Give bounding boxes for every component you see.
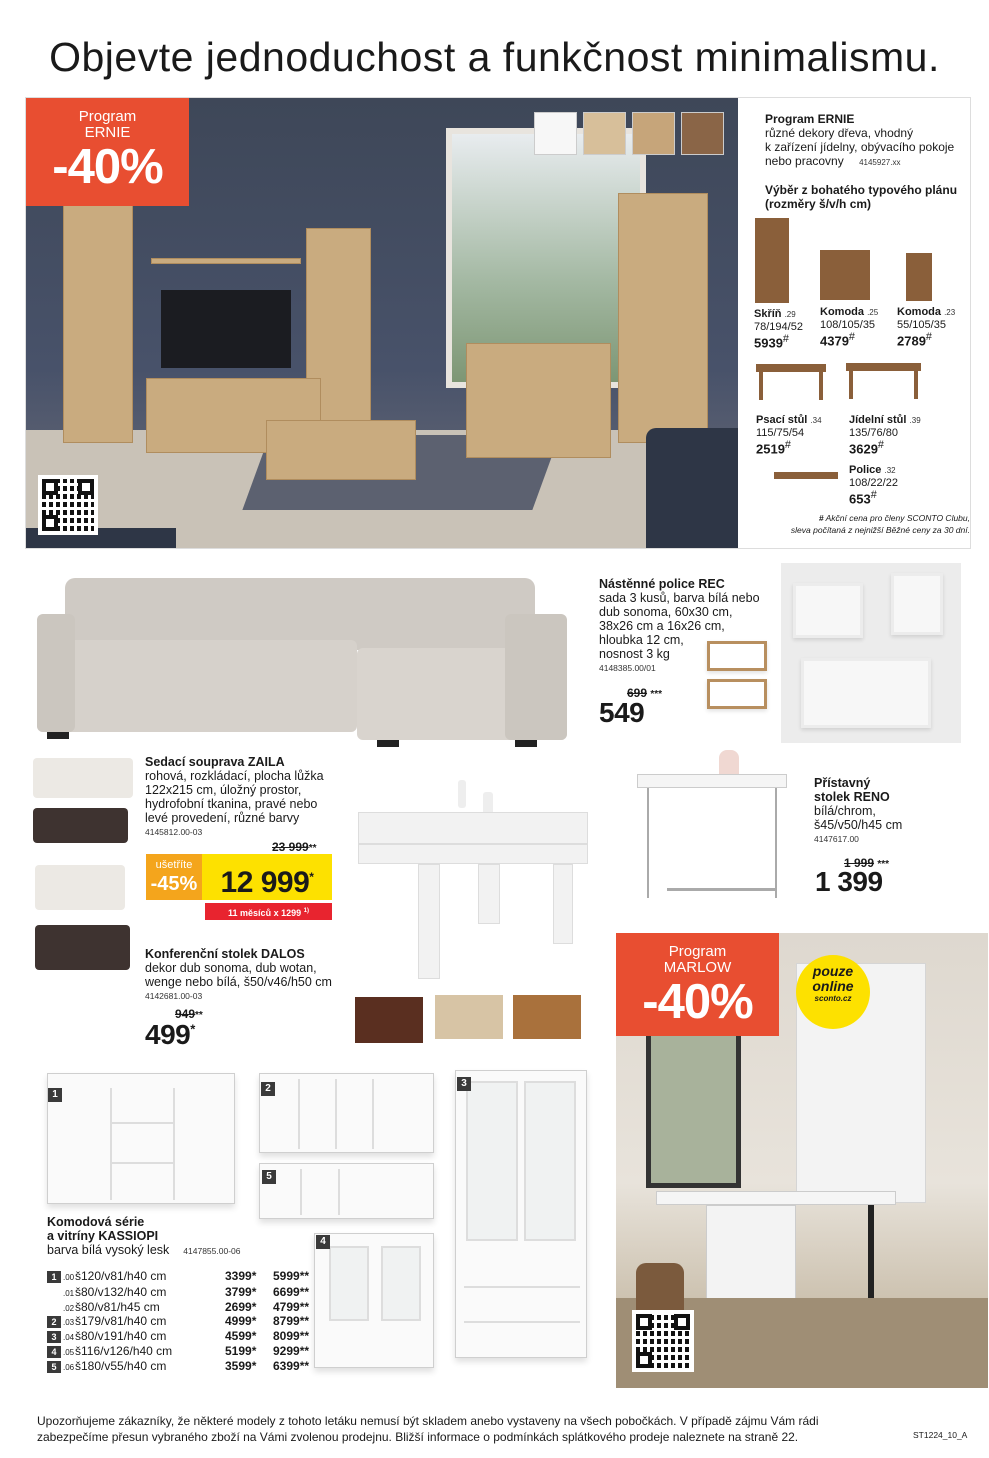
kassiopi-row-dims: š116/v126/h40 cm (75, 1344, 173, 1358)
zaila-variant-bed (35, 865, 125, 910)
page-code: ST1224_10_A (913, 1430, 968, 1440)
desk-leg (759, 372, 763, 400)
rec-shelves-photo (781, 563, 961, 743)
zaila-info: Sedací souprava ZAILA rohová, rozkládací, plocha lůžka 122x215 cm, úložný prostor, hydrofobní tkanina, pravé nebo levé provedení, různé barvy 4145812.00-03 (145, 755, 324, 837)
kassiopi-row-code: .05 (63, 1348, 75, 1357)
kassiopi-row-code: .02 (63, 1304, 75, 1313)
kassiopi-row-price: 3399* (225, 1269, 257, 1283)
kassiopi-row-number: 2 (47, 1316, 61, 1328)
ernie-title: Program ERNIE (765, 112, 855, 126)
ernie-item-dining-table: Jídelní stůl .39 135/76/80 3629# (849, 414, 921, 457)
swatch-oak[interactable] (632, 112, 675, 155)
dalos-table-image (358, 780, 588, 980)
ernie-item-desk: Psací stůl .34 115/75/54 2519# (756, 414, 822, 457)
ernie-item-shelf: Police .32 108/22/22 653# (849, 464, 898, 507)
kassiopi-row-regular-price: 8099** (273, 1329, 310, 1343)
kassiopi-row-code: .01 (63, 1289, 75, 1298)
kassiopi-item-5-image (259, 1163, 434, 1219)
reno-table-image (637, 750, 787, 910)
kassiopi-row-number (47, 1299, 61, 1311)
kassiopi-row-dims: š180/v55/h40 cm (75, 1359, 167, 1373)
dining-table-thumbnail (846, 363, 921, 371)
zaila-variant-brown (33, 808, 128, 843)
kassiopi-row-code: .03 (63, 1318, 75, 1327)
desk-leg (819, 372, 823, 400)
kassiopi-row-price: 5199* (225, 1344, 257, 1358)
rec-shelf-thumbnail (707, 679, 767, 709)
kassiopi-number-5: 5 (262, 1170, 276, 1184)
kassiopi-info: Komodová série a vitríny KASSIOPI barva bílá vysoký lesk 4147855.00-06 (47, 1215, 241, 1257)
dalos-old-price: 949** (175, 1007, 203, 1021)
kassiopi-row-regular-price: 6699** (273, 1285, 310, 1299)
swatch-white[interactable] (534, 112, 577, 155)
ernie-badge-discount: -40% (52, 140, 163, 194)
zaila-variant-storage (35, 925, 130, 970)
kassiopi-row-dims: š80/v81/h45 cm (75, 1300, 160, 1314)
kassiopi-number-1: 1 (48, 1088, 62, 1102)
kassiopi-row-code: .04 (63, 1333, 75, 1342)
kassiopi-row-price: 2699* (225, 1300, 257, 1314)
shelf-thumbnail (774, 472, 838, 479)
rec-title: Nástěnné police REC (599, 577, 725, 591)
marlow-discount-badge (616, 933, 779, 1036)
kassiopi-title: Komodová série (47, 1215, 145, 1229)
kassiopi-row-number: 3 (47, 1331, 61, 1343)
kassiopi-row-price: 4999* (225, 1314, 257, 1328)
ernie-section (25, 97, 971, 549)
dresser-small-thumbnail (906, 253, 932, 301)
ernie-plan-title: Výběr z bohatého typového plánu (765, 183, 958, 197)
kassiopi-row-regular-price: 8799** (273, 1314, 310, 1328)
qr-code-icon[interactable] (38, 475, 98, 535)
kassiopi-row-number: 4 (47, 1346, 61, 1358)
table-leg (849, 371, 853, 399)
reno-title: Přístavný (814, 776, 871, 790)
ernie-code: 4145927.xx (859, 158, 901, 167)
qr-code-icon[interactable] (632, 1310, 694, 1372)
zaila-installment: 11 měsíců x 1299 $^{1)}$ (205, 903, 332, 920)
kassiopi-row-price: 3799* (225, 1285, 257, 1299)
ernie-item-dresser-large: Komoda .25 108/105/35 4379# (820, 306, 879, 349)
disclaimer: Upozorňujeme zákazníky, že některé modely z tohoto letáku nemusí být skladem anebo vystaveny na všech pobočkách. V případě zájmu Vám rádi zabezpečíme přesun vybraného zboží na Vámi zvolenou prodejnu. Bližší informace o podmínkách splátkového prodeje naleznete na straně 22. (37, 1414, 819, 1444)
ernie-desc: nebo pracovny (765, 154, 844, 168)
kassiopi-row-number (47, 1284, 61, 1296)
ernie-club-note: # Akční cena pro členy SCONTO Clubu, sleva počítaná z nejnižší Běžné ceny za 30 dní. (790, 513, 970, 535)
kassiopi-number-2: 2 (261, 1082, 275, 1096)
zaila-savings-badge: ušetříte -45% (146, 854, 202, 900)
kassiopi-row-regular-price: 5999** (273, 1269, 310, 1283)
kassiopi-item-3-image (455, 1070, 587, 1358)
kassiopi-row-dims: š120/v81/h40 cm (75, 1269, 167, 1283)
kassiopi-row-code: .06 (63, 1363, 75, 1372)
ernie-badge-line2: ERNIE (84, 124, 131, 141)
swatch-dark-oak[interactable] (681, 112, 724, 155)
wardrobe-thumbnail (755, 218, 789, 303)
kassiopi-row-number: 1 (47, 1271, 61, 1283)
kassiopi-item-1-image (47, 1073, 235, 1204)
reno-price: 1 399 (815, 866, 883, 897)
ernie-item-dresser-small: Komoda .23 55/105/35 2789# (897, 306, 956, 349)
desk-thumbnail (756, 364, 826, 372)
zaila-title: Sedací souprava ZAILA (145, 755, 285, 769)
ernie-desc: k zařízení jídelny, obývacího pokoje (765, 140, 955, 154)
kassiopi-row-dims: š80/v132/h40 cm (75, 1285, 167, 1299)
ernie-plan-subtitle: (rozměry š/v/h cm) (765, 197, 872, 211)
kassiopi-row-code: .00 (63, 1273, 75, 1282)
kassiopi-row-number: 5 (47, 1361, 61, 1373)
ernie-desc: různé dekory dřeva, vhodný (765, 126, 914, 140)
dalos-info: Konferenční stolek DALOS dekor dub sonoma, dub wotan, wenge nebo bílá, š50/v46/h50 cm 4142681.00-03 (145, 947, 332, 1001)
ernie-item-wardrobe: Skříň .29 78/194/52 5939# (754, 308, 803, 351)
kassiopi-row (47, 1359, 309, 1376)
dresser-large-thumbnail (820, 250, 870, 300)
zaila-variant-cream (33, 758, 133, 798)
kassiopi-row-price: 4599* (225, 1329, 257, 1343)
ernie-badge-line1: Program (78, 108, 137, 125)
rec-price: 549 (599, 697, 645, 728)
kassiopi-row-dims: š179/v81/h40 cm (75, 1314, 167, 1328)
zaila-old-price: 23 999** (272, 840, 317, 854)
rec-shelf-thumbnail (707, 641, 767, 671)
dalos-title: Konferenční stolek DALOS (145, 947, 305, 961)
marlow-badge-line1: Program (668, 943, 727, 960)
kassiopi-row-regular-price: 9299** (273, 1344, 310, 1358)
swatch-sonoma[interactable] (583, 112, 626, 155)
zaila-sofa-image (37, 578, 567, 748)
page-headline: Objevte jednoduchost a funkčnost minimalismu. (49, 34, 940, 80)
kassiopi-number-3: 3 (457, 1077, 471, 1091)
kassiopi-row-dims: š80/v191/h40 cm (75, 1329, 167, 1343)
dalos-variant-sonoma (435, 995, 503, 1039)
zaila-price: 12 999* (202, 854, 332, 900)
dalos-variant-wotan (513, 995, 581, 1039)
rec-code: 4148385.00/01 (599, 663, 656, 673)
online-only-badge[interactable]: pouze online sconto.cz (796, 955, 870, 1029)
kassiopi-item-4-image (314, 1233, 434, 1368)
kassiopi-row-regular-price: 4799** (273, 1300, 310, 1314)
kassiopi-row-regular-price: 6399** (273, 1359, 310, 1373)
kassiopi-item-2-image (259, 1073, 434, 1153)
kassiopi-number-4: 4 (316, 1235, 330, 1249)
rec-old-price: 699 *** (627, 686, 663, 700)
dalos-variant-wenge (355, 997, 423, 1043)
kassiopi-row-price: 3599* (225, 1359, 257, 1373)
rec-info: Nástěnné police REC sada 3 kusů, barva bílá nebo dub sonoma, 60x30 cm, 38x26 cm a 16x26 cm, hloubka 12 cm, nosnost 3 kg 4148385.00/01 (599, 577, 760, 673)
dalos-price: 499* (145, 1019, 195, 1050)
ernie-discount-badge (26, 98, 189, 206)
marlow-badge-discount: -40% (642, 975, 753, 1029)
reno-info: Přístavný stolek RENO bílá/chrom, š45/v50/h45 cm 4147617.00 (814, 776, 903, 844)
reno-old-price: 1 999 *** (844, 856, 890, 870)
table-leg (914, 371, 918, 399)
marlow-badge-line2: MARLOW (663, 959, 732, 976)
